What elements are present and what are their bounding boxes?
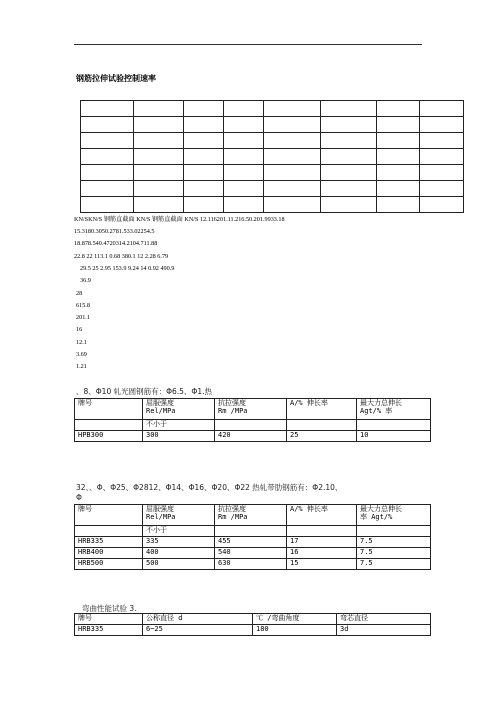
table-cell: 300 <box>143 431 215 442</box>
empty-cell <box>321 165 377 181</box>
header-cell: 抗拉强度 Rm /MPa <box>215 505 287 526</box>
table-cell: 500 <box>143 559 215 570</box>
empty-cell <box>134 117 184 133</box>
empty-cell <box>321 101 377 117</box>
table-cell: 16 <box>287 548 357 559</box>
header-cell: 最大力总伸长 率 Agt/% <box>357 505 431 526</box>
hrb-table <box>74 504 431 570</box>
table-cell: HRB335 <box>75 537 143 548</box>
empty-cell <box>420 149 464 165</box>
table-cell: 540 <box>215 548 287 559</box>
empty-cell <box>81 117 134 133</box>
empty-cell <box>184 117 224 133</box>
empty-cell <box>81 165 134 181</box>
section3-heading: 弯曲性能试验 3. <box>82 604 137 613</box>
section2-heading-line1: 32、、Φ、Φ25、Φ2812、Φ14、Φ16、Φ20、Φ22 热轧带肋钢筋有：Φ2.10、 <box>76 483 343 492</box>
empty-cell <box>184 101 224 117</box>
empty-cell <box>357 526 431 537</box>
table-cell: HRB400 <box>75 548 143 559</box>
section1-heading: 、8、Φ10 轧光圆钢筋有：Φ6.5、Φ1.热 <box>76 387 212 396</box>
empty-cell <box>224 101 264 117</box>
empty-cell <box>264 149 321 165</box>
text-line: 15.3180.3050.2781.533.02254.5 <box>74 228 155 235</box>
header-cell: 牌号 <box>75 505 143 526</box>
table-cell: 7.5 <box>357 559 431 570</box>
speed-rate-table <box>80 100 464 213</box>
table-cell: 17 <box>287 537 357 548</box>
header-cell: 公称直径 d <box>143 614 253 625</box>
empty-cell <box>321 133 377 149</box>
empty-cell <box>287 526 357 537</box>
bend-test-table <box>74 613 431 636</box>
empty-cell <box>224 165 264 181</box>
empty-cell <box>321 197 377 213</box>
empty-cell <box>377 101 420 117</box>
header-rule <box>74 44 422 45</box>
table-cell: 25 <box>287 431 357 442</box>
empty-cell <box>134 149 184 165</box>
empty-cell <box>134 165 184 181</box>
empty-cell <box>81 149 134 165</box>
table-cell: 15 <box>287 559 357 570</box>
empty-cell <box>224 117 264 133</box>
empty-cell <box>215 526 287 537</box>
page-title: 钢筋拉伸试验控制速率 <box>76 74 156 83</box>
empty-cell <box>184 149 224 165</box>
empty-cell <box>75 420 143 431</box>
empty-cell <box>215 420 287 431</box>
table-cell: 180 <box>253 625 337 636</box>
empty-cell <box>264 117 321 133</box>
empty-cell <box>377 197 420 213</box>
text-line: 28 <box>76 290 83 297</box>
table-cell: 420 <box>215 431 287 442</box>
empty-cell <box>377 133 420 149</box>
empty-cell <box>420 197 464 213</box>
empty-cell <box>377 149 420 165</box>
hpb-table <box>74 398 431 442</box>
section2-heading-line2: Φ <box>76 493 82 502</box>
text-line: 615.8 <box>76 302 90 309</box>
table-cell: 3d <box>337 625 431 636</box>
header-cell: 抗拉强度 Rm /MPa <box>215 399 287 420</box>
empty-cell <box>134 101 184 117</box>
empty-cell <box>224 197 264 213</box>
table-cell: 630 <box>215 559 287 570</box>
empty-cell <box>264 133 321 149</box>
empty-cell <box>81 133 134 149</box>
header-cell: 最大力总伸长 Agt/% 率 <box>357 399 431 420</box>
text-line: 29.5 25 2.95 153.9 9.24 14 0.92 490.9 <box>80 265 175 272</box>
empty-cell <box>81 181 134 197</box>
empty-cell <box>420 101 464 117</box>
table-cell: 7.5 <box>357 548 431 559</box>
empty-cell <box>264 101 321 117</box>
text-line: 16 <box>76 326 83 333</box>
empty-cell <box>321 117 377 133</box>
empty-cell <box>264 197 321 213</box>
empty-cell <box>420 117 464 133</box>
header-cell: 牌号 <box>75 399 143 420</box>
table-cell: 335 <box>143 537 215 548</box>
header-cell: A/% 伸长率 <box>287 505 357 526</box>
header-cell: 牌号 <box>75 614 143 625</box>
empty-cell <box>81 101 134 117</box>
empty-cell <box>224 181 264 197</box>
header-cell: ℃ /弯曲角度 <box>253 614 337 625</box>
table-cell: 455 <box>215 537 287 548</box>
empty-cell <box>81 197 134 213</box>
empty-cell <box>357 420 431 431</box>
table-cell: HRB500 <box>75 559 143 570</box>
empty-cell <box>134 197 184 213</box>
text-line: 18.878.540.4720314.2104.711.88 <box>74 240 158 247</box>
empty-cell <box>184 181 224 197</box>
header-cell: A/% 伸长率 <box>287 399 357 420</box>
empty-cell <box>224 133 264 149</box>
empty-cell <box>75 526 143 537</box>
empty-cell <box>420 133 464 149</box>
empty-cell <box>264 165 321 181</box>
empty-cell <box>377 165 420 181</box>
header-cell: 屈服强度 Rel/MPa <box>143 505 215 526</box>
text-line: 201.1 <box>76 314 90 321</box>
text-line: 22.8 22 113.1 0.68 380.1 12 2.28 6.79 <box>74 253 169 260</box>
table-cell: 10 <box>357 431 431 442</box>
table-cell: HRB335 <box>75 625 143 636</box>
empty-cell <box>134 181 184 197</box>
empty-cell <box>184 133 224 149</box>
text-line: 12.1 <box>76 339 87 346</box>
empty-cell <box>377 181 420 197</box>
empty-cell <box>321 181 377 197</box>
header-cell: 屈服强度 Rel/MPa <box>143 399 215 420</box>
text-line: 1.21 <box>76 363 87 370</box>
text-line: KN/SKN/S 钢筋直截面 KN/S 钢筋直截面 KN/S 12.116201.11.216.50.201.9933.18 <box>74 216 285 223</box>
empty-cell <box>420 165 464 181</box>
empty-cell <box>377 117 420 133</box>
table-cell: 400 <box>143 548 215 559</box>
empty-cell <box>264 181 321 197</box>
empty-cell <box>420 181 464 197</box>
empty-cell <box>321 149 377 165</box>
empty-cell <box>184 197 224 213</box>
text-line: 36.9 <box>80 277 91 284</box>
table-cell: 7.5 <box>357 537 431 548</box>
header-cell: 弯芯直径 <box>337 614 431 625</box>
subheader-cell: 不小于 <box>143 526 215 537</box>
empty-cell <box>134 133 184 149</box>
empty-cell <box>184 165 224 181</box>
table-cell: 6~25 <box>143 625 253 636</box>
empty-cell <box>287 420 357 431</box>
empty-cell <box>224 149 264 165</box>
text-line: 3.69 <box>76 351 87 358</box>
subheader-cell: 不小于 <box>143 420 215 431</box>
table-cell: HPB300 <box>75 431 143 442</box>
